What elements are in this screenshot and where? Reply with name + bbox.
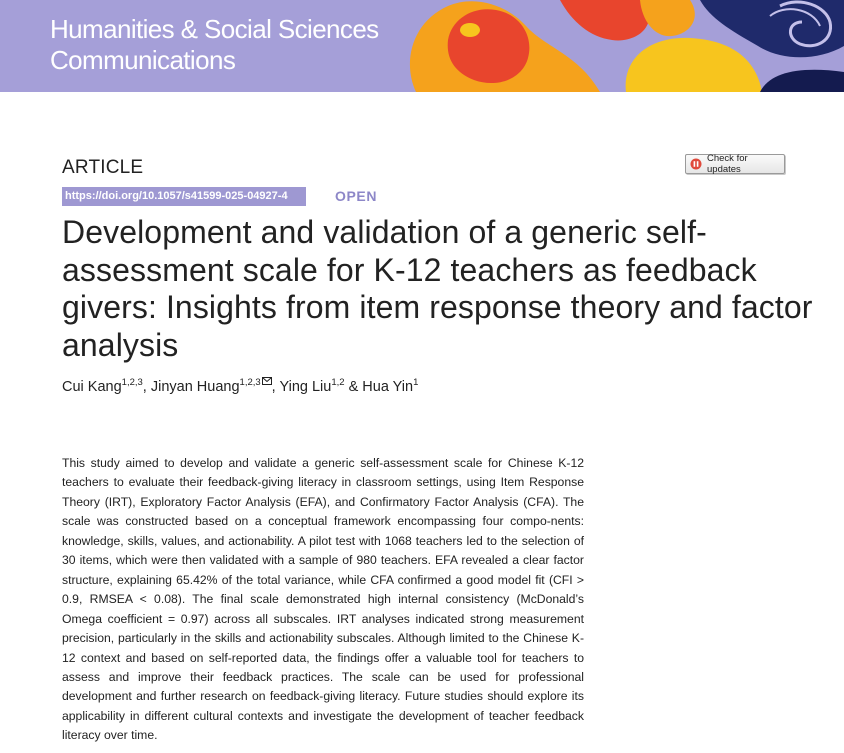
journal-name[interactable]	[50, 14, 379, 76]
check-updates-label: Check for updates	[707, 153, 748, 175]
open-access-label: OPEN	[335, 188, 378, 204]
journal-name-line2: Communications	[50, 45, 236, 75]
banner-orange-wave	[640, 0, 695, 36]
journal-name-line1: Humanities & Social Sciences	[50, 14, 379, 44]
doi-link[interactable]: https://doi.org/10.1057/s41599-025-04927-4	[62, 187, 306, 206]
banner-yellow-shape	[626, 38, 762, 92]
check-for-updates-button[interactable]	[685, 154, 785, 174]
author-affiliation[interactable]: 1,2,3	[121, 377, 143, 388]
author-separator: ,	[142, 378, 151, 395]
author-affiliation[interactable]: 1,2	[331, 377, 345, 388]
banner-red-wave	[560, 0, 649, 40]
author-affiliation[interactable]: 1	[413, 377, 419, 388]
author-list	[62, 377, 418, 395]
banner-dark-blob	[760, 70, 844, 92]
author-name[interactable]: Jinyan Huang	[150, 378, 240, 395]
abstract-text: This study aimed to develop and validate a generic self-assessment scale for Chinese K-12 teachers to evaluate their feedback-giving literacy in classroom settings, using Item Response Theory (IRT), Exploratory Factor Analysis (EFA), and Confirmatory Factor Analysis (CFA). The scale was constructed based on a conceptual framework encompassing four compo-nents: knowledge, skills, values, and actionability. A pilot test with 1068 teachers led to the selection of 30 items, which were then validated with a sample of 980 teachers. EFA revealed a clear factor structure, explaining 65.42% of the total variance, while CFA confirmed a good model fit (CFI > 0.9, RMSEA < 0.08). The final scale demonstrated high internal consistency (McDonald’s Omega coefficient = 0.97) across all subscales. IRT analyses indicated strong measurement precision, particularly in the skills and actionability subscales. Although limited to the Chinese K-12 context and based on self-reported data, the findings offer a valuable tool for teachers to assess and improve their feedback practices. The scale can be used for professional development and further research on feedback-giving literacy. Future studies should explore its applicability in different cultural contexts and investigate the development of teacher feedback literacy over time.	[62, 456, 584, 743]
author-separator: ,	[271, 378, 280, 395]
author-separator: &	[344, 378, 363, 395]
author-name[interactable]: Hua Yin	[362, 378, 414, 395]
journal-banner	[0, 0, 844, 92]
author-name[interactable]: Ying Liu	[279, 378, 332, 395]
author-name[interactable]: Cui Kang	[62, 378, 122, 395]
article-title: Development and validation of a generic self-assessment scale for K-12 teachers as feedback givers: Insights from item response theory and factor analysis	[62, 214, 813, 363]
banner-yellow-dot	[460, 23, 480, 37]
email-icon[interactable]	[262, 377, 272, 385]
author-affiliation[interactable]: 1,2,3	[239, 377, 261, 388]
article-type-label: ARTICLE	[62, 157, 144, 178]
check-updates-icon	[690, 158, 702, 170]
